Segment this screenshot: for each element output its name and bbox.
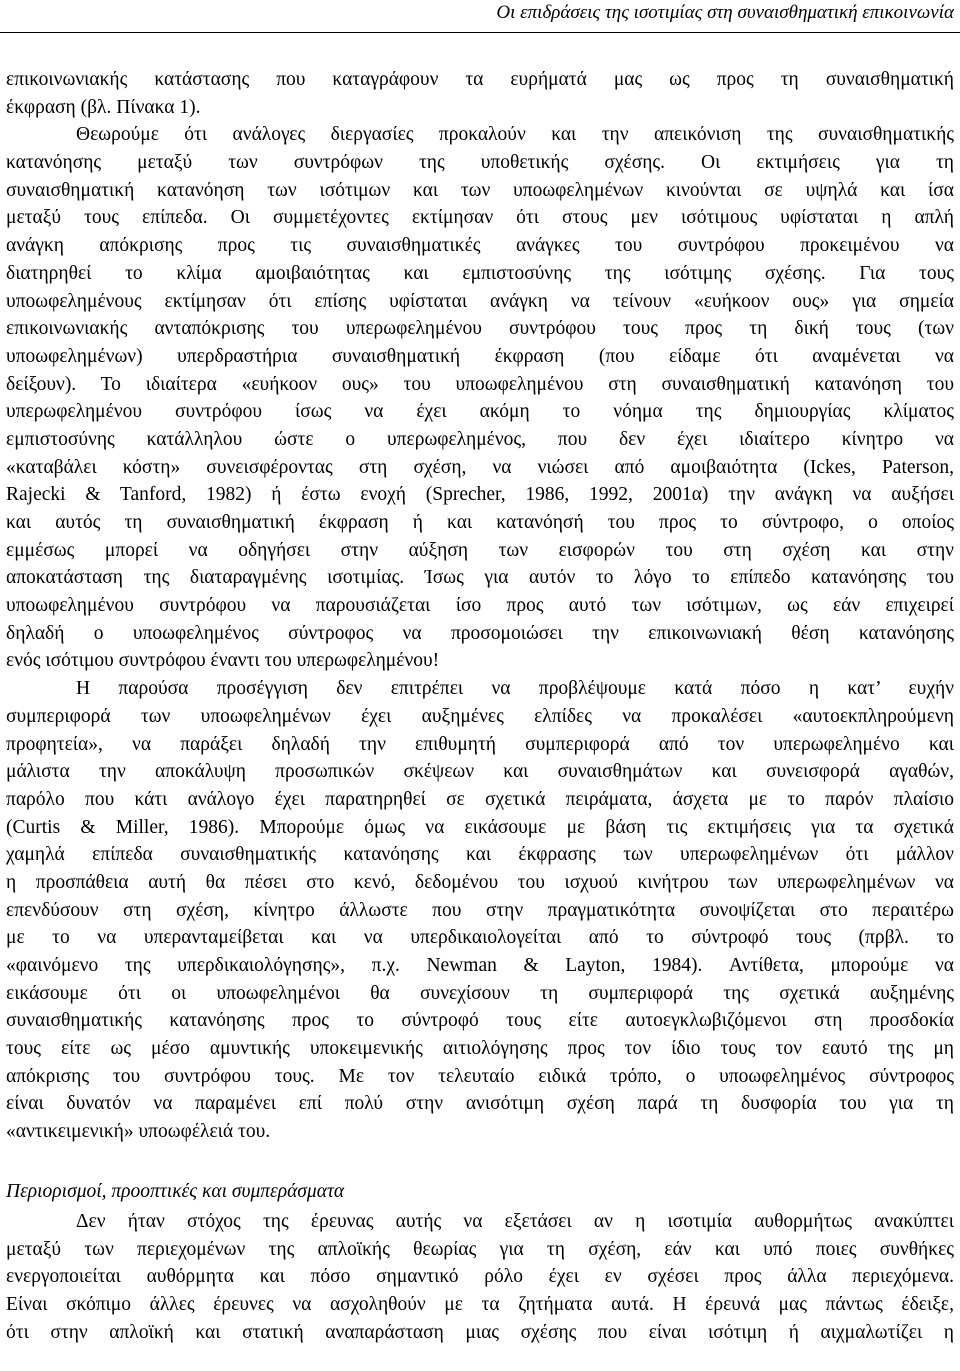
text-line: τους είτε ως μέσο αμυντικής υποκειμενικής αιτιολόγησης προς τον ίδιο τους τον εαυτό της μη xyxy=(6,1038,954,1060)
text-line: μάλιστα την αποκάλυψη προσωπικών σκέψεων και συναισθημάτων και συνεισφορά αγαθών, xyxy=(6,761,954,783)
text-line: δηλαδή ο υποωφελημένος σύντροφος να προσομοιώσει την επικοινωνιακή θέση κατανόησης xyxy=(6,622,954,644)
paragraph-1 xyxy=(6,66,954,675)
text-line: η προσπάθεια αυτή θα πέσει στο κενό, δεδομένου του ισχυού κινήτρου των υπερωφελημένων να xyxy=(6,871,954,893)
text-line: διατηρηθεί το κλίμα αμοιβαιότητας και εμπιστοσύνης της ισότιμης σχέσης. Για τους xyxy=(6,262,954,284)
text-line: δείξουν). Το ιδιαίτερα «ευήκοον ους» του υποωφελημένου στη συναισθηματική κατανόηση του xyxy=(6,373,954,395)
text-line: εμμέσως μπορεί να οδηγήσει στην αύξηση των εισφορών του στη σχέση και στην xyxy=(6,539,954,561)
section-heading: Περιορισμοί, προοπτικές και συμπεράσματα xyxy=(6,1180,345,1202)
text-line: Δεν ήταν στόχος της έρευνας αυτής να εξετάσει αν η ισοτιμία αυθορμήτως ανακύπτει xyxy=(76,1210,954,1232)
paragraph-3 xyxy=(6,1208,954,1346)
header-rule xyxy=(0,32,960,33)
text-line: (Curtis & Miller, 1986). Μπορούμε όμως να εικάσουμε με βάση τις εκτιμήσεις για τα σχετικά xyxy=(6,816,954,838)
text-line: επικοινωνιακής ανταπόκρισης του υπερωφελημένου συντρόφου τους προς τη δική τους (των xyxy=(6,318,954,340)
text-line: εικάσουμε ότι οι υποωφελημένοι θα συνεχίσουν τη συμπεριφορά της σχετικά αυξημένης xyxy=(6,982,954,1004)
text-line: απόκρισης του συντρόφου τους. Με τον τελευταίο ειδικά τρόπο, ο υποωφελημένος σύντροφος xyxy=(6,1065,954,1087)
text-line: χαμηλά επίπεδα συναισθηματικής κατανόησης και έκφρασης των υπερωφελημένων ότι μάλλον xyxy=(6,844,954,866)
text-line: επενδύσουν στη σχέση, κίνητρο άλλωστε που στην πραγματικότητα συνοψίζεται στο περαιτέρω xyxy=(6,899,954,921)
text-line: υποωφελημένους εκτίμησαν ότι επίσης υφίσταται ανάγκη να τείνουν «ευήκοον ους» για σημεία xyxy=(6,290,954,312)
text-line: «καταβάλει κόστη» συνεισφέροντας στη σχέση, να νιώσει από αμοιβαιότητα (Ickes, Paterson, xyxy=(6,456,954,478)
text-line: συναισθηματική κατανόηση των ισότιμων και των υποωφελημένων κινούνται σε υψηλά και ίσα xyxy=(6,179,954,201)
text-line: μεταξύ τους επίπεδα. Οι συμμετέχοντες εκτίμησαν ότι στους μεν ισότιμους υφίσταται η απλή xyxy=(6,207,954,229)
text-line: με το να υπερανταμείβεται και να υπερδικαιολογείται από το σύντροφό τους (πρβλ. το xyxy=(6,927,954,949)
text-line: εμπιστοσύνης κατάλληλου ώστε ο υπερωφελημένος, που δεν έχει ιδιαίτερο κίνητρο να xyxy=(6,428,954,450)
text-line: επικοινωνιακής κατάστασης που καταγράφουν τα ευρήματά μας ως προς τη συναισθηματική xyxy=(6,69,954,90)
text-line: ότι στην απλοϊκή και στατική αναπαράσταση μιας σχέσης που είναι ισότιμη ή αιχμαλωτίζει η xyxy=(6,1321,954,1343)
text-line: υποωφελημένων) υπερδραστήρια συναισθηματική έκφραση (που είδαμε ότι αναμένεται να xyxy=(6,345,954,367)
section-spacer xyxy=(6,1146,954,1176)
text-line: Θεωρούμε ότι ανάλογες διεργασίες προκαλούν και την απεικόνιση της συναισθηματικής xyxy=(76,124,954,146)
text-line: μεταξύ των περιεχομένων της απλοϊκής θεωρίας για τη σχέση, εάν και υπό ποιες συνθήκες xyxy=(6,1238,954,1260)
text-line: έκφραση (βλ. Πίνακα 1). xyxy=(6,96,201,118)
text-line: ενός ισότιμου συντρόφου έναντι του υπερωφελημένου! xyxy=(6,650,440,672)
running-header: Οι επιδράσεις της ισοτιμίας στη συναισθηματική επικοινωνία xyxy=(496,2,954,23)
text-line: Η παρούσα προσέγγιση δεν επιτρέπει να προβλέψουμε κατά πόσο η κατ’ ευχήν xyxy=(76,678,954,700)
text-line: συναισθηματικής κατανόησης προς το σύντροφό τους είτε αυτοεγκλωβιζόμενοι στη προσδοκία xyxy=(6,1010,954,1032)
text-line: και αυτός τη συναισθηματική έκφραση ή και κατανόησή του προς το σύντροφο, ο οποίος xyxy=(6,512,954,533)
text-line: προφητεία», να παράξει δηλαδή την επιθυμητή συμπεριφορά από τον υπερωφελημένο και xyxy=(6,733,954,755)
text-line: είναι δυνατόν να παραμένει επί πολύ στην ανισότιμη σχέση παρά τη δυσφορία του για τη xyxy=(6,1093,954,1115)
text-line: υποωφελημένου συντρόφου να παρουσιάζεται ίσο προς αυτό των ισότιμων, ως εάν επιχειρεί xyxy=(6,595,954,617)
paragraph-2 xyxy=(6,675,954,1146)
text-line: συμπεριφορά των υποωφελημένων έχει αυξημένες ελπίδες να προκαλέσει «αυτοεκπληρούμενη xyxy=(6,705,954,727)
text-line: ενεργοποιείται αυθόρμητα και πόσο σημαντικό ρόλο έχει εν σχέσει προς άλλα περιεχόμενα. xyxy=(6,1266,954,1288)
text-line: «αντικειμενική» υποωφέλειά του. xyxy=(6,1121,271,1143)
body-text xyxy=(6,66,954,1346)
text-line: αποκατάσταση της διαταραγμένης ισοτιμίας. Ίσως για αυτόν το λόγο το επίπεδο κατανόησης του xyxy=(6,567,954,589)
text-line: υπερωφελημένου συντρόφου ίσως να έχει ακόμη το νόημα της δημιουργίας κλίματος xyxy=(6,401,954,423)
text-line: Είναι σκόπιμο άλλες έρευνες να ασχοληθούν με τα ζητήματα αυτά. Η έρευνά μας πάντως έδειξε, xyxy=(6,1293,954,1315)
text-line: Rajecki & Tanford, 1982) ή έστω ενοχή (Sprecher, 1986, 1992, 2001α) την ανάγκη να αυξήσει xyxy=(6,484,954,506)
text-line: παρόλο που κάτι ανάλογο έχει παρατηρηθεί σε σχετικά πειράματα, άσχετα με το παρόν πλαίσιο xyxy=(6,788,954,810)
text-line: ανάγκη απόκρισης προς τις συναισθηματικές ανάγκες του συντρόφου προκειμένου να xyxy=(6,235,954,257)
text-line: κατανόησης μεταξύ των συντρόφων της υποθετικής σχέσης. Οι εκτιμήσεις για τη xyxy=(6,152,954,174)
text-line: «φαινόμενο της υπερδικαιολόγησης», π.χ. Newman & Layton, 1984). Αντίθετα, μπορούμε να xyxy=(6,955,954,976)
